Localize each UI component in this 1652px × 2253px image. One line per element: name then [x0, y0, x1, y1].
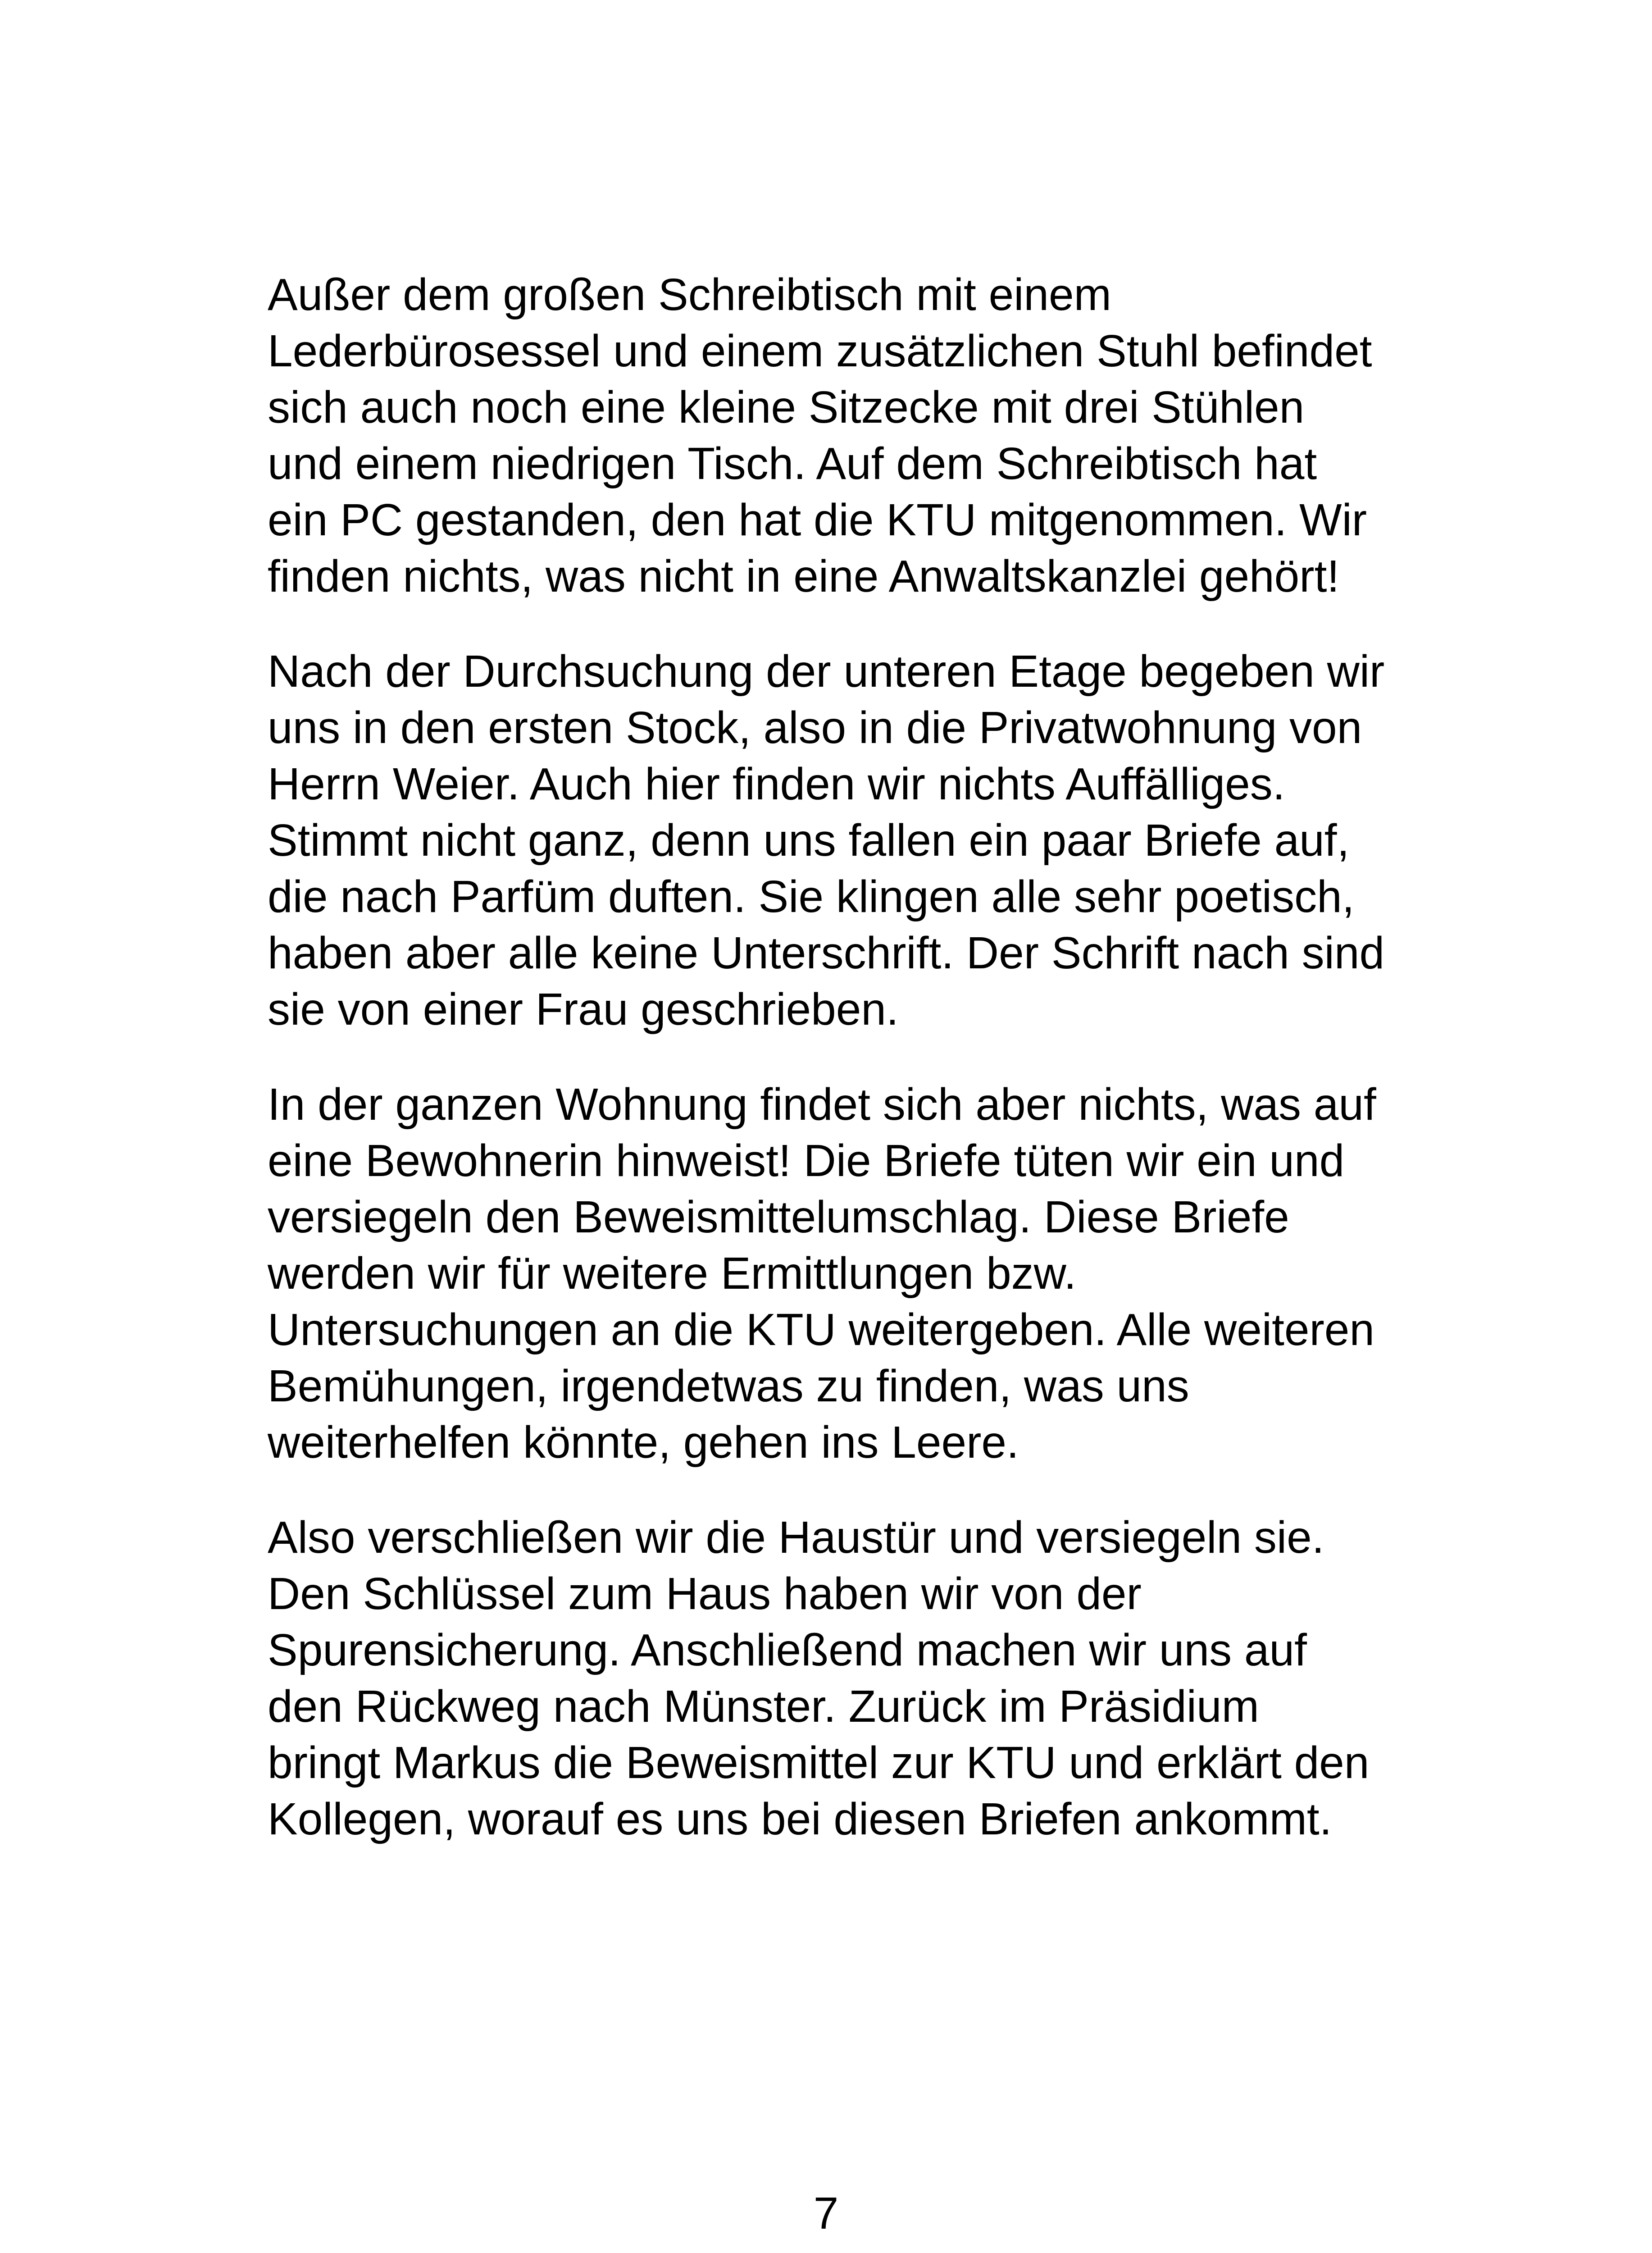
text-line: sie von einer Frau geschrieben.: [268, 984, 899, 1035]
paragraph-4: [268, 1510, 1412, 1847]
text-line: haben aber alle keine Unterschrift. Der Schrift nach sind: [268, 928, 1385, 978]
text-line: den Rückweg nach Münster. Zurück im Präsidium: [268, 1681, 1259, 1732]
text-line: Kollegen, worauf es uns bei diesen Briefen ankommt.: [268, 1794, 1332, 1844]
text-line: Also verschließen wir die Haustür und versiegeln sie.: [268, 1512, 1324, 1563]
text-line: Den Schlüssel zum Haus haben wir von der: [268, 1569, 1142, 1619]
text-line: bringt Markus die Beweismittel zur KTU und erklärt den: [268, 1738, 1370, 1788]
text-line: Stimmt nicht ganz, denn uns fallen ein paar Briefe auf,: [268, 815, 1350, 866]
text-line: Untersuchungen an die KTU weitergeben. Alle weiteren: [268, 1304, 1375, 1355]
text-line: finden nichts, was nicht in eine Anwaltskanzlei gehört!: [268, 551, 1340, 602]
text-line: die nach Parfüm duften. Sie klingen alle sehr poetisch,: [268, 871, 1355, 922]
text-line: versiegeln den Beweismittelumschlag. Diese Briefe: [268, 1192, 1289, 1242]
text-line: Spurensicherung. Anschließend machen wir uns auf: [268, 1625, 1307, 1675]
text-line: werden wir für weitere Ermittlungen bzw.: [268, 1248, 1077, 1299]
paragraph-2: [268, 643, 1412, 1038]
page-number: 7: [813, 2188, 839, 2239]
text-line: uns in den ersten Stock, also in die Privatwohnung von: [268, 702, 1362, 753]
text-line: Nach der Durchsuchung der unteren Etage begeben wir: [268, 646, 1385, 697]
paragraph-1: [268, 267, 1412, 605]
text-line: Außer dem großen Schreibtisch mit einem: [268, 269, 1111, 320]
body-text: [268, 267, 1412, 1847]
text-line: In der ganzen Wohnung findet sich aber nichts, was auf: [268, 1079, 1376, 1130]
text-line: ein PC gestanden, den hat die KTU mitgenommen. Wir: [268, 495, 1367, 545]
text-line: weiterhelfen könnte, gehen ins Leere.: [268, 1417, 1019, 1468]
text-line: Bemühungen, irgendetwas zu finden, was uns: [268, 1361, 1189, 1411]
text-line: eine Bewohnerin hinweist! Die Briefe tüten wir ein und: [268, 1136, 1345, 1186]
text-line: Lederbürosessel und einem zusätzlichen Stuhl befindet: [268, 326, 1372, 376]
text-line: sich auch noch eine kleine Sitzecke mit drei Stühlen: [268, 382, 1305, 433]
paragraph-3: [268, 1076, 1412, 1471]
text-line: und einem niedrigen Tisch. Auf dem Schreibtisch hat: [268, 438, 1317, 489]
text-line: Herrn Weier. Auch hier finden wir nichts Auffälliges.: [268, 759, 1285, 809]
